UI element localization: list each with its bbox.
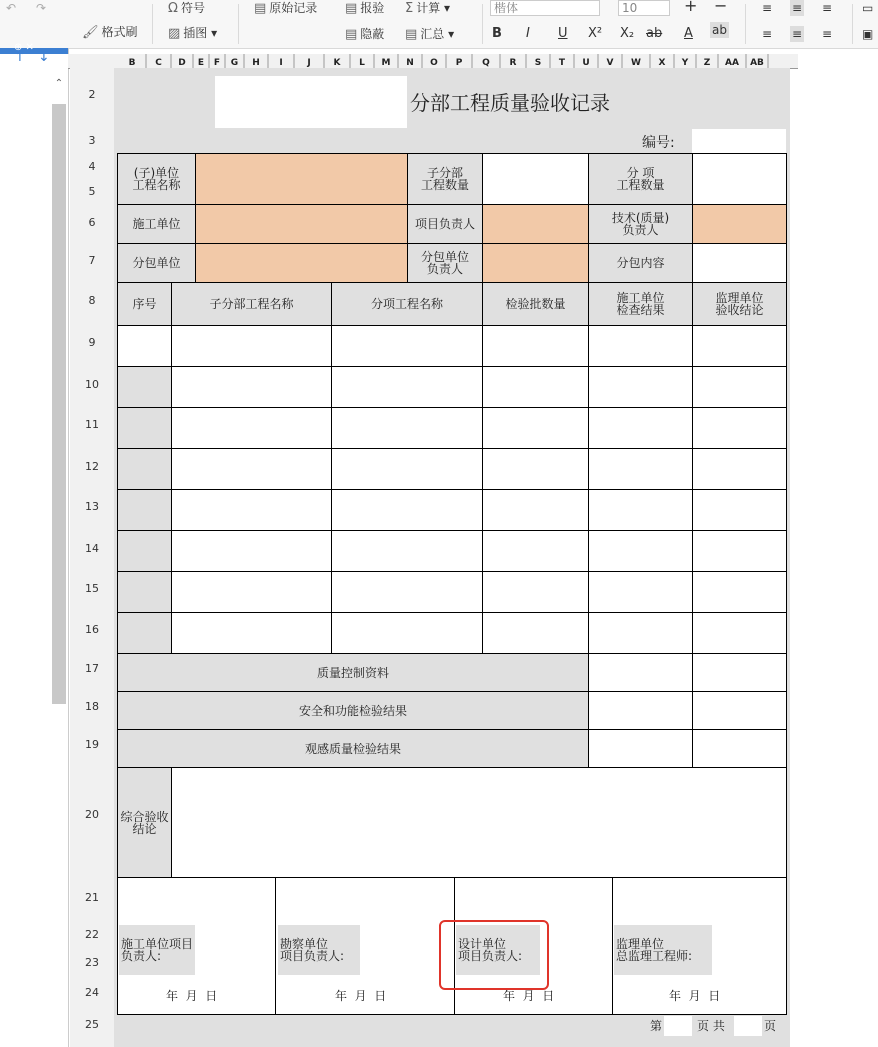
- column-label[interactable]: Y: [681, 58, 689, 68]
- table-cell[interactable]: [171, 571, 332, 613]
- hide-icon: ▤: [345, 27, 358, 42]
- font-name-select[interactable]: 楷体: [490, 0, 600, 16]
- number-label: 编号:: [642, 135, 675, 151]
- omega-icon: Ω: [168, 1, 178, 16]
- table-cell[interactable]: [171, 448, 332, 490]
- title-blank-cell[interactable]: [215, 76, 407, 128]
- sign-construction-date: 年 月 日: [166, 989, 218, 1003]
- row-label[interactable]: 2: [88, 88, 96, 101]
- item-count-label: 分 项 工程数量: [588, 153, 693, 205]
- project-manager-label: 项目负责人: [407, 204, 483, 244]
- decrease-font-icon[interactable]: −: [714, 0, 728, 15]
- construction-unit-input[interactable]: [195, 204, 408, 244]
- column-label[interactable]: V: [606, 58, 614, 68]
- table-cell[interactable]: [692, 448, 787, 490]
- sigma-icon: Σ: [405, 1, 414, 16]
- table-cell[interactable]: [482, 366, 589, 408]
- left-panel: [0, 42, 69, 1047]
- table-cell[interactable]: [331, 530, 483, 572]
- row-label[interactable]: 15: [85, 582, 99, 595]
- header-check: 施工单位 检查结果: [588, 282, 693, 326]
- highlight-box: [439, 920, 549, 990]
- row-label[interactable]: 12: [85, 460, 99, 473]
- table-cell[interactable]: [482, 325, 589, 367]
- subcontract-unit-label: 分包单位: [117, 243, 196, 283]
- sign-survey-date: 年 月 日: [335, 989, 387, 1003]
- column-label[interactable]: AA: [725, 58, 739, 68]
- worksheet: [114, 68, 790, 1047]
- tech-manager-label: 技术(质量) 负责人: [588, 204, 693, 244]
- merge-icon[interactable]: ▣: [862, 27, 874, 41]
- table-cell[interactable]: [692, 325, 787, 367]
- column-label[interactable]: Z: [703, 58, 711, 68]
- table-cell[interactable]: [588, 448, 693, 490]
- table-cell[interactable]: [171, 530, 332, 572]
- table-cell[interactable]: [331, 612, 483, 654]
- row-label[interactable]: 3: [88, 134, 96, 147]
- table-cell[interactable]: [588, 530, 693, 572]
- table-cell[interactable]: [692, 571, 787, 613]
- number-input[interactable]: [692, 129, 786, 153]
- row-label[interactable]: 6: [88, 216, 96, 229]
- bold-button[interactable]: B: [492, 26, 502, 41]
- brush-icon: 🖌: [82, 25, 99, 40]
- column-label[interactable]: L: [359, 58, 365, 68]
- table-cell[interactable]: [588, 407, 693, 449]
- column-label[interactable]: U: [582, 58, 590, 68]
- table-cell[interactable]: [692, 366, 787, 408]
- column-label[interactable]: K: [333, 58, 341, 68]
- column-label[interactable]: R: [509, 58, 517, 68]
- redo-icon[interactable]: ↷: [36, 1, 47, 15]
- align-left-top-icon[interactable]: ≡: [762, 1, 773, 15]
- quality-control-check[interactable]: [588, 653, 693, 692]
- table-cell[interactable]: [171, 325, 332, 367]
- row-label[interactable]: 5: [88, 185, 96, 198]
- phonetic-button[interactable]: ab: [712, 23, 727, 37]
- appearance-supervision[interactable]: [692, 729, 787, 768]
- table-cell[interactable]: [331, 325, 483, 367]
- tech-manager-input[interactable]: [692, 204, 787, 244]
- align-right-icon[interactable]: ≡: [822, 27, 833, 41]
- calc-button[interactable]: Σ 计算 ▾: [405, 1, 451, 16]
- table-cell[interactable]: [171, 612, 332, 654]
- header-no: 序号: [117, 282, 172, 326]
- appearance-check[interactable]: [588, 729, 693, 768]
- font-color-button[interactable]: A: [684, 26, 693, 41]
- page-prefix: 第: [650, 1019, 663, 1033]
- table-cell[interactable]: [482, 530, 589, 572]
- quality-control-supervision[interactable]: [692, 653, 787, 692]
- sign-supervision-label: 监理单位 总监理工程师:: [614, 925, 712, 975]
- subcontract-content-input[interactable]: [692, 243, 787, 283]
- quality-control-label: 质量控制资料: [117, 653, 589, 692]
- page-mid: 页 共: [697, 1019, 725, 1033]
- table-cell[interactable]: [117, 489, 172, 531]
- form-title: 分部工程质量验收记录: [410, 91, 610, 115]
- table-cell[interactable]: [117, 448, 172, 490]
- unit-project-name-label: (子)单位 工程名称: [117, 153, 196, 205]
- subcontract-content-label: 分包内容: [588, 243, 693, 283]
- pin-icon[interactable]: ⊕ ✕: [14, 42, 34, 53]
- table-cell[interactable]: [482, 489, 589, 531]
- table-cell[interactable]: [588, 325, 693, 367]
- column-label[interactable]: B: [128, 58, 136, 68]
- column-label[interactable]: C: [155, 58, 162, 68]
- symbol-button[interactable]: Ω 符号: [168, 1, 205, 16]
- row-label[interactable]: 24: [85, 986, 99, 999]
- table-cell[interactable]: [171, 489, 332, 531]
- table-cell[interactable]: [482, 612, 589, 654]
- unit-project-name-input[interactable]: [195, 153, 408, 205]
- conclusion-label: 综合验收 结论: [117, 767, 172, 878]
- toolbar-divider: [852, 4, 853, 44]
- table-cell[interactable]: [117, 407, 172, 449]
- subcontract-manager-label: 分包单位 负责人: [407, 243, 483, 283]
- column-label[interactable]: X: [658, 58, 666, 68]
- table-cell[interactable]: [482, 407, 589, 449]
- table-cell[interactable]: [117, 571, 172, 613]
- align-center-top-icon[interactable]: ≡: [792, 1, 803, 15]
- table-cell[interactable]: [331, 448, 483, 490]
- toolbar-divider: [238, 4, 239, 44]
- underline-button[interactable]: U: [558, 26, 568, 41]
- row-label[interactable]: 8: [88, 294, 96, 307]
- left-panel-titlebar: [0, 48, 68, 54]
- column-label[interactable]: Q: [482, 58, 490, 68]
- table-cell[interactable]: [692, 530, 787, 572]
- summary-button[interactable]: ▤ 汇总 ▾: [405, 27, 455, 42]
- row-label[interactable]: 22: [85, 928, 99, 941]
- subcontract-unit-input[interactable]: [195, 243, 408, 283]
- column-label[interactable]: T: [558, 58, 566, 68]
- subscript-button[interactable]: X₂: [620, 26, 635, 41]
- row-label[interactable]: 25: [85, 1018, 99, 1031]
- sign-construction-label: 施工单位项目 负责人:: [119, 925, 195, 975]
- table-cell[interactable]: [588, 571, 693, 613]
- header-supervision: 监理单位 验收结论: [692, 282, 787, 326]
- row-label[interactable]: 7: [88, 254, 96, 267]
- toolbar-divider: [482, 4, 483, 44]
- column-label[interactable]: N: [406, 58, 414, 68]
- hide-button[interactable]: ▤ 隐蔽: [345, 27, 385, 42]
- left-panel-scrollbar[interactable]: [52, 104, 66, 704]
- header-item: 分项工程名称: [331, 282, 483, 326]
- sub-division-count-input[interactable]: [482, 153, 589, 205]
- appearance-label: 观感质量检验结果: [117, 729, 589, 768]
- align-left-icon[interactable]: ≡: [762, 27, 773, 41]
- align-right-top-icon[interactable]: ≡: [822, 1, 833, 15]
- table-cell[interactable]: [482, 448, 589, 490]
- image-icon: ▨: [168, 26, 181, 41]
- superscript-button[interactable]: X²: [588, 26, 603, 41]
- safety-function-label: 安全和功能检验结果: [117, 691, 589, 730]
- move-down-icon[interactable]: ↓: [38, 49, 50, 65]
- scroll-up-icon[interactable]: ⌃: [54, 78, 64, 89]
- conclusion-input[interactable]: [171, 767, 787, 878]
- table-cell[interactable]: [117, 612, 172, 654]
- toolbar-divider: [745, 4, 746, 44]
- column-label[interactable]: M: [381, 58, 391, 68]
- column-label[interactable]: H: [252, 58, 260, 68]
- table-cell[interactable]: [331, 407, 483, 449]
- project-manager-input[interactable]: [482, 204, 589, 244]
- original-record-button[interactable]: ▤ 原始记录: [254, 1, 318, 16]
- row-label[interactable]: 10: [85, 378, 99, 391]
- font-size-select[interactable]: 10: [618, 0, 670, 16]
- align-center-icon[interactable]: ≡: [792, 27, 803, 41]
- row-label[interactable]: 20: [85, 808, 99, 821]
- toolbar-divider: [152, 4, 153, 44]
- page-total-input[interactable]: [734, 1016, 762, 1036]
- column-label[interactable]: O: [430, 58, 438, 68]
- row-label[interactable]: 16: [85, 623, 99, 636]
- sub-division-count-label: 子分部 工程数量: [407, 153, 483, 205]
- summary-icon: ▤: [405, 27, 418, 42]
- safety-function-check[interactable]: [588, 691, 693, 730]
- table-cell[interactable]: [692, 612, 787, 654]
- table-cell[interactable]: [117, 366, 172, 408]
- column-label[interactable]: G: [230, 58, 239, 68]
- column-label[interactable]: D: [178, 58, 186, 68]
- strike-button[interactable]: ab: [646, 26, 663, 41]
- table-cell[interactable]: [588, 612, 693, 654]
- column-label[interactable]: AB: [750, 58, 764, 68]
- table-cell[interactable]: [331, 571, 483, 613]
- record-icon: ▤: [254, 1, 267, 16]
- row-label[interactable]: 19: [85, 738, 99, 751]
- sign-survey-label: 勘察单位 项目负责人:: [278, 925, 360, 975]
- table-cell[interactable]: [482, 571, 589, 613]
- row-label[interactable]: 4: [88, 160, 96, 173]
- table-cell[interactable]: [171, 407, 332, 449]
- row-label[interactable]: 14: [85, 542, 99, 555]
- column-label[interactable]: S: [534, 58, 542, 68]
- table-cell[interactable]: [331, 366, 483, 408]
- table-cell[interactable]: [692, 407, 787, 449]
- row-header: [70, 68, 115, 1047]
- table-cell[interactable]: [117, 325, 172, 367]
- subcontract-manager-input[interactable]: [482, 243, 589, 283]
- move-up-icon[interactable]: ↑: [14, 49, 26, 65]
- column-label[interactable]: F: [213, 58, 221, 68]
- row-label[interactable]: 23: [85, 956, 99, 969]
- row-label[interactable]: 11: [85, 418, 99, 431]
- row-label[interactable]: 21: [85, 891, 99, 904]
- column-header: [68, 54, 798, 69]
- row-label[interactable]: 17: [85, 662, 99, 675]
- sign-design-label: 设计单位 项目负责人:: [456, 925, 540, 975]
- table-cell[interactable]: [692, 489, 787, 531]
- column-header-svg: [68, 54, 798, 68]
- table-cell[interactable]: [117, 530, 172, 572]
- wrap-icon[interactable]: ▭: [862, 1, 874, 15]
- column-label[interactable]: E: [197, 58, 205, 68]
- table-cell[interactable]: [331, 489, 483, 531]
- report-icon: ▤: [345, 1, 358, 16]
- page-suffix: 页: [764, 1019, 777, 1033]
- italic-button[interactable]: I: [526, 26, 530, 41]
- sign-supervision-date: 年 月 日: [669, 989, 721, 1003]
- sign-design-date: 年 月 日: [503, 989, 555, 1003]
- undo-icon[interactable]: ↶: [6, 1, 17, 15]
- column-label[interactable]: W: [631, 58, 641, 68]
- ribbon-toolbar: [0, 0, 878, 49]
- header-subdivision: 子分部工程名称: [171, 282, 332, 326]
- column-label[interactable]: I: [279, 58, 283, 68]
- row-label[interactable]: 18: [85, 700, 99, 713]
- header-batch: 检验批数量: [482, 282, 589, 326]
- safety-function-supervision[interactable]: [692, 691, 787, 730]
- construction-unit-label: 施工单位: [117, 204, 196, 244]
- column-label[interactable]: P: [455, 58, 463, 68]
- format-painter-button[interactable]: 🖌 格式刷: [82, 25, 138, 40]
- row-label[interactable]: 9: [88, 336, 96, 349]
- item-count-input[interactable]: [692, 153, 787, 205]
- insert-image-button[interactable]: ▨ 插图 ▾: [168, 26, 218, 41]
- table-cell[interactable]: [171, 366, 332, 408]
- table-cell[interactable]: [588, 366, 693, 408]
- page-current-input[interactable]: [664, 1016, 692, 1036]
- increase-font-icon[interactable]: +: [684, 0, 698, 15]
- row-label[interactable]: 13: [85, 500, 99, 513]
- table-cell[interactable]: [588, 489, 693, 531]
- report-button[interactable]: ▤ 报验: [345, 1, 385, 16]
- column-label[interactable]: J: [307, 58, 311, 68]
